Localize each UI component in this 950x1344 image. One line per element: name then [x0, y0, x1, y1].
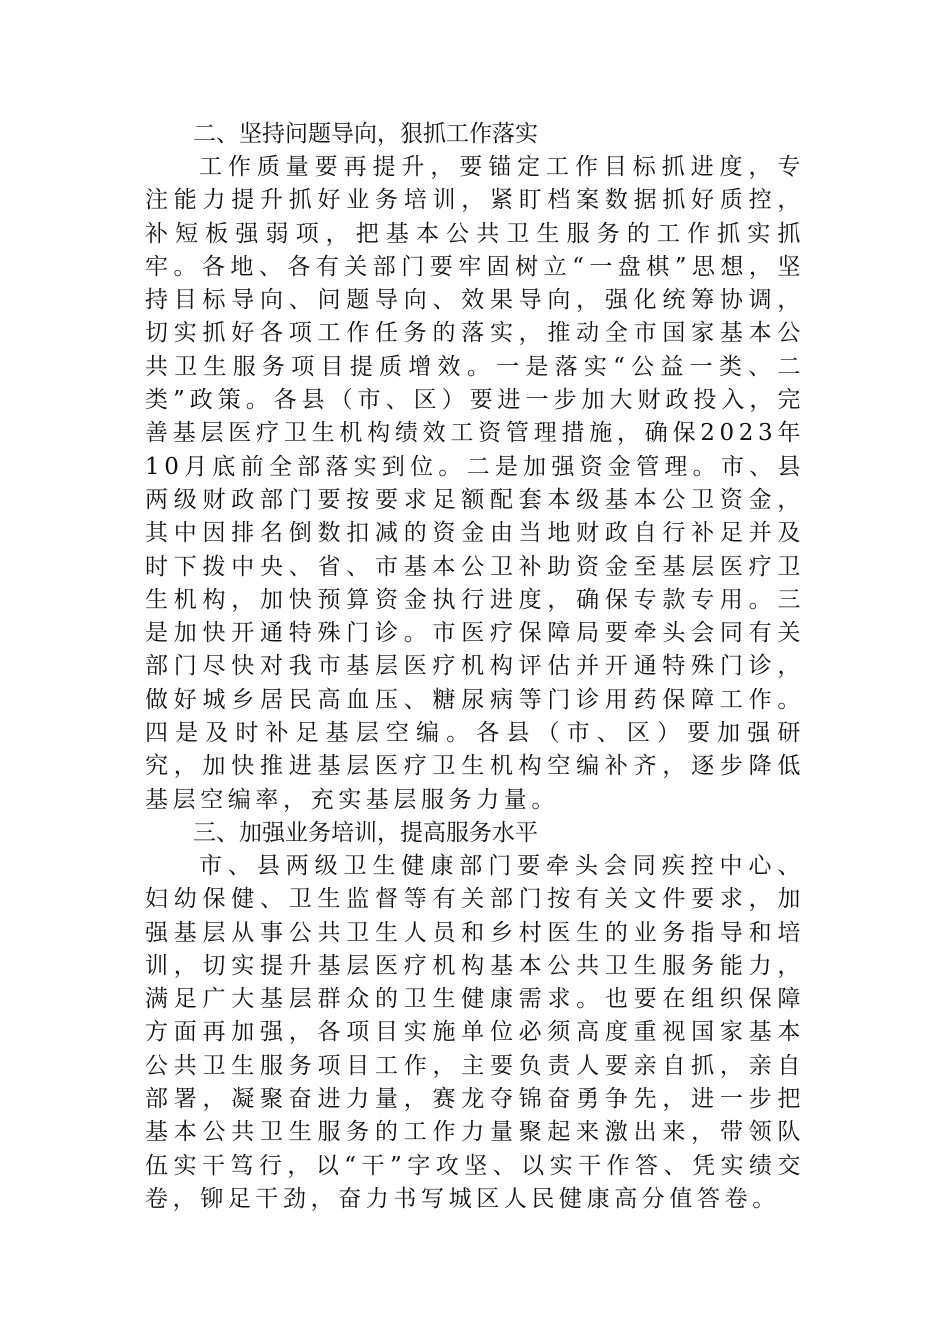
- section-heading-2: 二、坚持问题导向，狠抓工作落实: [193, 121, 538, 147]
- section-heading-3: 三、加强业务培训，提高服务水平: [193, 819, 538, 846]
- document-page: [145, 118, 805, 1216]
- section-paragraph-2: 工作质量要再提升，要锚定工作目标抓进度，专注能力提升抓好业务培训，紧盯档案数据抓好质控，补短板强弱项，把基本公共卫生服务的工作抓实抓牢。各地、各有关部门要牢固树立“一盘棋”思想，坚持目标导向、问题导向、效果导向，强化统筹协调，切实抓好各项工作任务的落实，推动全市国家基本公共卫生服务项目提质增效。一是落实“公益一类、二类”政策。各县（市、区）要进一步加大财政投入，完善基层医疗卫生机构绩效工资管理措施，确保2023年10月底前全部落实到位。二是加强资金管理。市、县两级财政部门要按要求足额配套本级基本公卫资金，其中因排名倒数扣减的资金由当地财政自行补足并及时下拨中央、省、市基本公卫补助资金至基层医疗卫生机构，加快预算资金执行进度，确保专款专用。三是加快开通特殊门诊。市医疗保障局要牵头会同有关部门尽快对我市基层医疗机构评估并开通特殊门诊，做好城乡居民高血压、糖尿病等门诊用药保障工作。四是及时补足基层空编。各县（市、区）要加强研究，加快推进基层医疗卫生机构空编补齐，逐步降低基层空编率，充实基层服务力量。: [145, 154, 805, 813]
- section-paragraph-3: 市、县两级卫生健康部门要牵头会同疾控中心、妇幼保健、卫生监督等有关部门按有关文件要求，加强基层从事公共卫生人员和乡村医生的业务指导和培训，切实提升基层医疗机构基本公共卫生服务能力，满足广大基层群众的卫生健康需求。也要在组织保障方面再加强，各项目实施单位必须高度重视国家基本公共卫生服务项目工作，主要负责人要亲自抓，亲自部署，凝聚奋进力量，赛龙夺锦奋勇争先，进一步把基本公共卫生服务的工作力量聚起来激出来，带领队伍实干笃行，以“干”字攻坚、以实干作答、凭实绩交卷，铆足干劲，奋力书写城区人民健康高分值答卷。: [145, 852, 805, 1212]
